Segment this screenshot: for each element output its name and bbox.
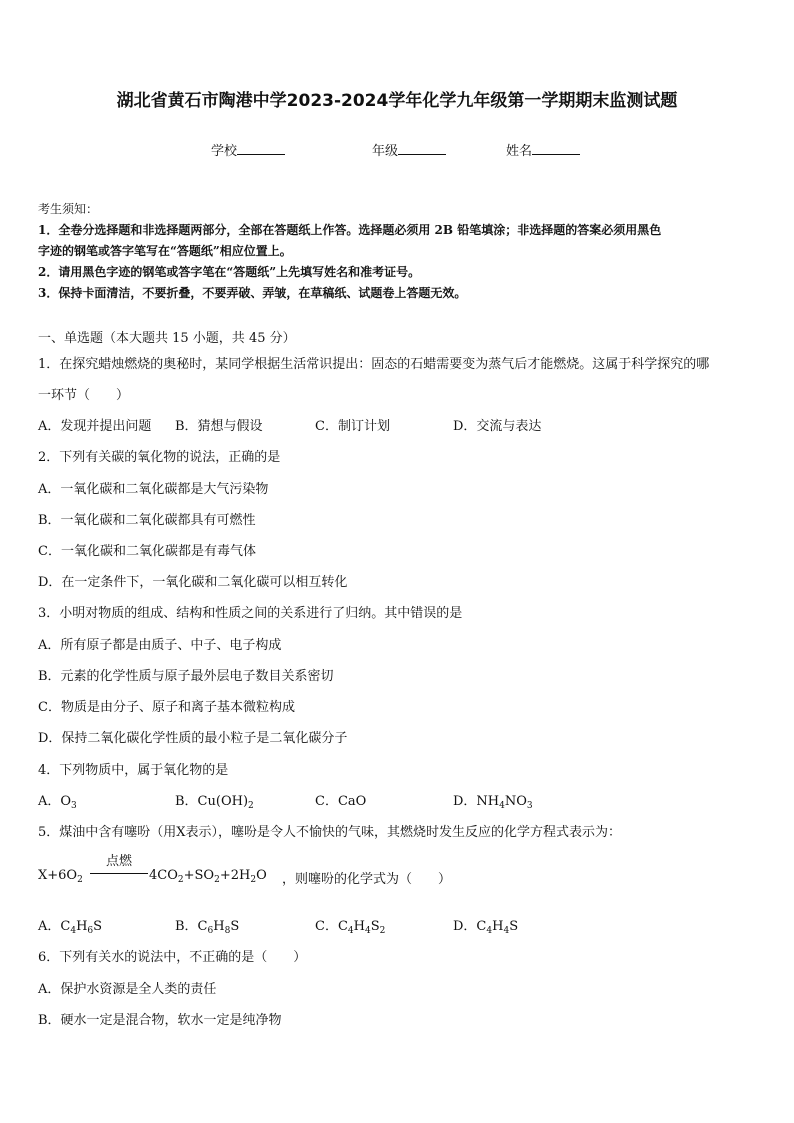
grade-label: 年级 (372, 144, 399, 159)
question-5-option-c: C．$C_4H_4S_2$ (315, 919, 386, 936)
name-blank (532, 142, 580, 155)
equation-products: $4CO_2+SO_2+2H_2O$ (149, 868, 267, 885)
school-field (211, 140, 285, 159)
question-2-option-a: A．一氧化碳和二氧化碳都是大气污染物 (38, 482, 269, 497)
notice-item: 2．请用黑色字迹的钢笔或答字笔在“答题纸”上先填写姓名和准考证号。 (38, 265, 421, 279)
question-6-option-a: A．保护水资源是全人类的责任 (38, 982, 217, 997)
question-4-option-a: A．$O_3$ (38, 794, 77, 811)
question-5-option-d: D．$C_4H_4S$ (453, 919, 519, 936)
question-6-stem: 6．下列有关水的说法中，不正确的是（ ） (38, 950, 307, 965)
question-2-option-b: B．一氧化碳和二氧化碳都具有可燃性 (38, 513, 256, 528)
notice-item: 字迹的钢笔或答字笔写在“答题纸”相应位置上。 (38, 244, 292, 258)
equation-reactants: $X+6O_2$ (38, 868, 83, 885)
question-1-stem: 1．在探究蜡烛燃烧的奥秘时，某同学根据生活常识提出：固态的石蜡需要变为蒸气后才能燃烧。这属于科学探究的哪 (38, 357, 710, 372)
name-label: 姓名 (506, 144, 533, 159)
grade-field (372, 140, 446, 159)
question-1-option-d: D．交流与表达 (453, 419, 542, 434)
question-4-option-d: D．$NH_4NO_3$ (453, 794, 533, 811)
reaction-condition: 点燃 (105, 854, 132, 869)
question-1-option-b: B．猜想与假设 (175, 419, 263, 434)
question-3-option-b: B．元素的化学性质与原子最外层电子数目关系密切 (38, 669, 334, 684)
question-3-stem: 3．小明对物质的组成、结构和性质之间的关系进行了归纳。其中错误的是 (38, 606, 463, 621)
grade-blank (398, 142, 446, 155)
question-5-option-b: B．$C_6H_8S$ (175, 919, 240, 936)
notice-item: 3．保持卡面清洁，不要折叠，不要弄破、弄皱，在草稿纸、试题卷上答题无效。 (38, 286, 467, 300)
question-4-stem: 4．下列物质中，属于氧化物的是 (38, 763, 229, 778)
question-5-option-a: A．$C_4H_6S$ (38, 919, 103, 936)
question-3-option-a: A．所有原子都是由质子、中子、电子构成 (38, 638, 282, 653)
question-5-stem: 5．煤油中含有噻吩（用X表示），噻吩是令人不愉快的气味，其燃烧时发生反应的化学方程式表示为： (38, 825, 622, 840)
question-1-option-a: A．发现并提出问题 (38, 419, 152, 434)
school-blank (237, 142, 285, 155)
reaction-arrow-line (90, 873, 148, 874)
notice-item: 1．全卷分选择题和非选择题两部分，全部在答题纸上作答。选择题必须用 2B 铅笔填涂；非选择题的答案必须用黑色 (38, 223, 662, 237)
section-heading: 一、单选题（本大题共 15 小题，共 45 分） (38, 331, 296, 346)
exam-title: 湖北省黄石市陶港中学2023-2024学年化学九年级第一学期期末监测试题 (116, 91, 678, 111)
question-2-stem: 2．下列有关碳的氧化物的说法，正确的是 (38, 450, 281, 465)
question-2-option-c: C．一氧化碳和二氧化碳都是有毒气体 (38, 544, 256, 559)
question-3-option-d: D．保持二氧化碳化学性质的最小粒子是二氧化碳分子 (38, 731, 348, 746)
question-1-option-c: C．制订计划 (315, 419, 390, 434)
question-4-option-b: B．$Cu(OH)_2$ (175, 794, 254, 811)
question-5-stem-cont: ，则噻吩的化学式为（ ） (282, 872, 452, 887)
question-3-option-c: C．物质是由分子、原子和离子基本微粒构成 (38, 700, 295, 715)
question-4-option-c: C．CaO (315, 794, 367, 809)
question-2-option-d: D．在一定条件下，一氧化碳和二氧化碳可以相互转化 (38, 575, 348, 590)
question-1-stem-cont: 一环节（ ） (38, 388, 130, 403)
notice-heading: 考生须知： (38, 202, 99, 216)
question-6-option-b: B．硬水一定是混合物，软水一定是纯净物 (38, 1013, 282, 1028)
school-label: 学校 (211, 144, 238, 159)
name-field (506, 140, 580, 159)
